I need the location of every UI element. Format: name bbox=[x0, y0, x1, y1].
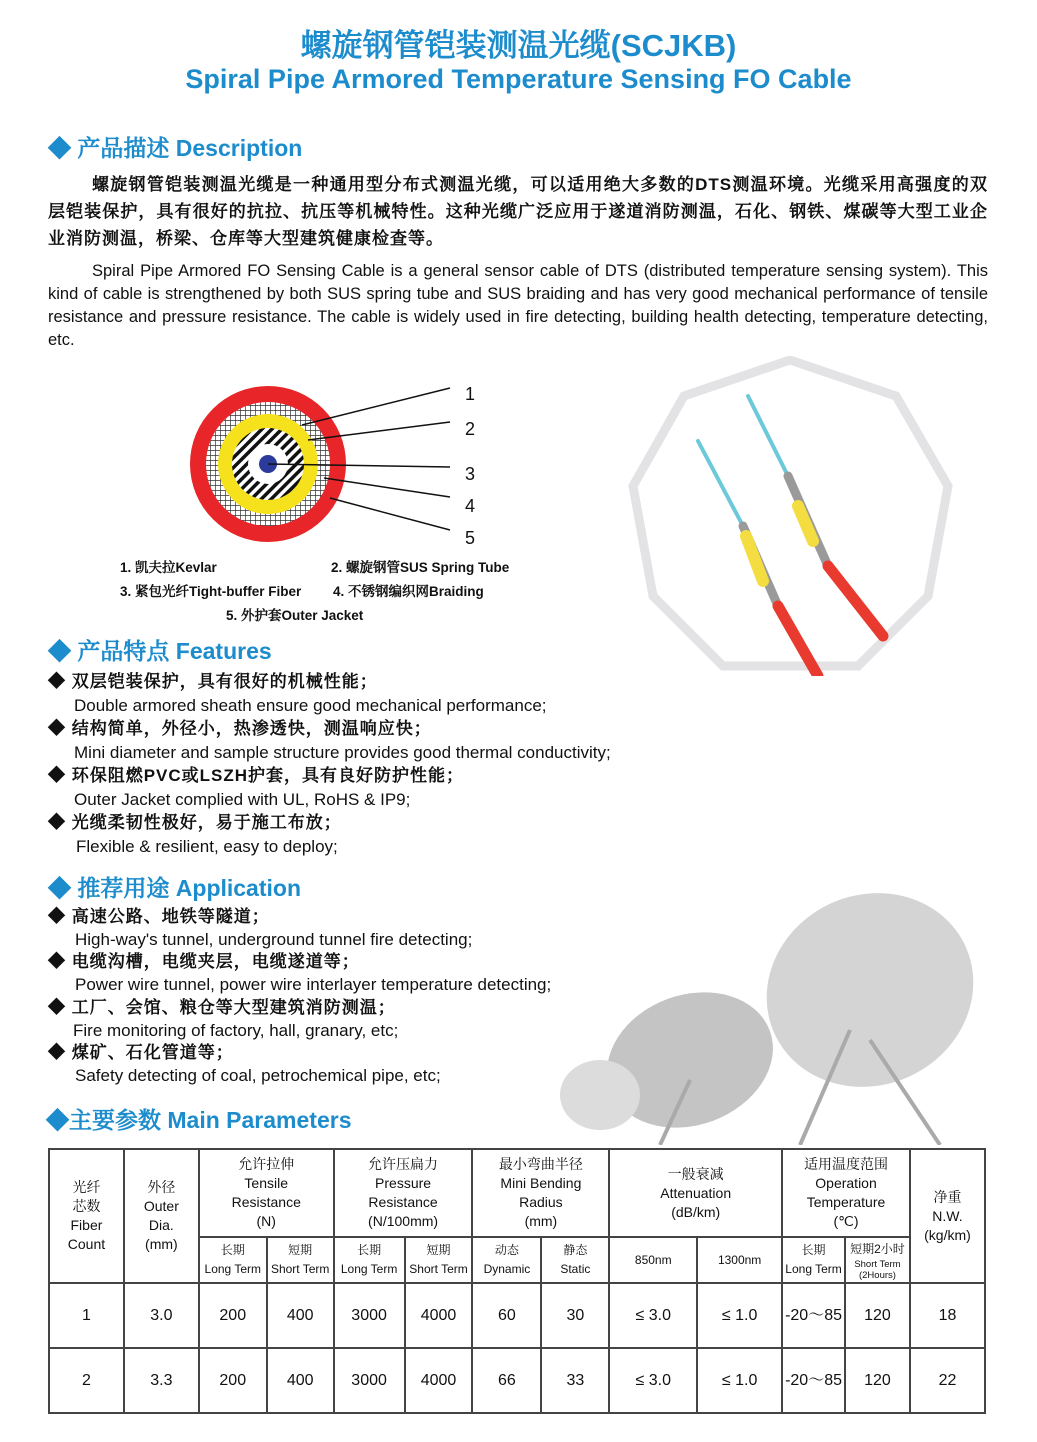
table-row bbox=[49, 1348, 985, 1413]
feature-cn: ◆ 光缆柔韧性极好，易于施工布放； bbox=[48, 813, 342, 832]
table-cell: 18 bbox=[910, 1283, 985, 1348]
table-cell: 66 bbox=[472, 1348, 541, 1413]
application-en: Safety detecting of coal, petrochemical pipe, etc; bbox=[75, 1065, 441, 1085]
table-cell: 400 bbox=[267, 1283, 334, 1348]
table-cell: 200 bbox=[199, 1348, 267, 1413]
subheader-short-term: 短期 Short Term bbox=[405, 1237, 473, 1283]
table-cell: 120 bbox=[845, 1348, 910, 1413]
legend-outer-jacket: 5. 外护套Outer Jacket bbox=[226, 608, 364, 623]
application-heading: ◆ 推荐用途 Application bbox=[48, 875, 301, 901]
description-cn: 螺旋钢管铠装测温光缆是一种通用型分布式测温光缆，可以适用绝大多数的DTS测温环境。光缆采用高强度的双层铠装保护，具有很好的抗拉、抗压等机械特性。这种光缆广泛应用于遂道消防测温，石化、钢铁、煤碳等大型工业企业消防测温，桥梁、仓库等大型建筑健康检查等。 bbox=[48, 175, 988, 248]
application-list bbox=[48, 906, 551, 1088]
subheader-long-term: 长期 Long Term bbox=[782, 1237, 845, 1283]
subheader-long-term: 长期 Long Term bbox=[334, 1237, 405, 1283]
parameters-heading: ◆主要参数 Main Parameters bbox=[46, 1107, 352, 1133]
features-heading: ◆ 产品特点 Features bbox=[48, 638, 272, 664]
diagram-number: 2 bbox=[465, 419, 476, 439]
application-cn: ◆ 高速公路、地铁等隧道； bbox=[48, 907, 270, 926]
feature-cn: ◆ 双层铠装保护，具有很好的机械性能； bbox=[48, 672, 378, 691]
table-cell: 1 bbox=[49, 1283, 124, 1348]
table-cell: 3.0 bbox=[124, 1283, 199, 1348]
application-en: High-way's tunnel, underground tunnel fire detecting; bbox=[75, 929, 473, 949]
header-tensile: 允许拉伸 Tensile Resistance (N) bbox=[199, 1149, 334, 1237]
table-cell: 3.3 bbox=[124, 1348, 199, 1413]
header-pressure: 允许压扁力 Pressure Resistance (N/100mm) bbox=[334, 1149, 473, 1237]
description-en: Spiral Pipe Armored FO Sensing Cable is a general sensor cable of DTS (distributed temperature sensing system). This kind of cable is strengthened by both SUS spring tube and SUS braiding and has very good mechanical performance of tensile resistance and pressure resistance. The cable is widely used in fire detecting, building health detecting, temperature detecting, etc. bbox=[48, 262, 988, 349]
table-cell: 120 bbox=[845, 1283, 910, 1348]
feature-en: Double armored sheath ensure good mechanical performance; bbox=[74, 695, 547, 715]
header-attenuation: 一般衰减 Attenuation (dB/km) bbox=[609, 1149, 782, 1237]
feature-en: Mini diameter and sample structure provides good thermal conductivity; bbox=[74, 742, 611, 762]
subheader-static: 静态 Static bbox=[541, 1237, 609, 1283]
title-cn: 螺旋钢管铠装测温光缆(SCJKB) bbox=[300, 28, 737, 63]
table-cell: 2 bbox=[49, 1348, 124, 1413]
application-cn: ◆ 电缆沟槽，电缆夹层，电缆遂道等； bbox=[48, 952, 360, 972]
header-fiber-count: 光纤 芯数 Fiber Count bbox=[49, 1149, 124, 1283]
table-row bbox=[49, 1283, 985, 1348]
table-cell: 400 bbox=[267, 1348, 334, 1413]
application-cn: ◆ 工厂、会馆、粮仓等大型建筑消防测温； bbox=[48, 997, 396, 1017]
table-cell: 4000 bbox=[405, 1348, 473, 1413]
header-bending: 最小弯曲半径 Mini Bending Radius (mm) bbox=[472, 1149, 609, 1237]
table-cell: 200 bbox=[199, 1283, 267, 1348]
diagram-number-list bbox=[465, 376, 475, 556]
legend-spring-tube: 2. 螺旋钢管SUS Spring Tube bbox=[331, 560, 510, 575]
table-cell: -20～85 bbox=[782, 1348, 845, 1413]
feature-en: Outer Jacket complied with UL, RoHS & IP9; bbox=[74, 789, 411, 809]
table-cell: ≤ 1.0 bbox=[697, 1283, 782, 1348]
subheader-850nm: 850nm bbox=[609, 1237, 697, 1283]
table-cell: ≤ 3.0 bbox=[609, 1283, 697, 1348]
subheader-short-term-2h: 短期2小时 Short Term (2Hours) bbox=[845, 1237, 910, 1283]
subheader-dynamic: 动态 Dynamic bbox=[472, 1237, 541, 1283]
table-cell: 33 bbox=[541, 1348, 609, 1413]
diagram-number: 1 bbox=[465, 384, 476, 404]
table-cell: 22 bbox=[910, 1348, 985, 1413]
table-cell: 60 bbox=[472, 1283, 541, 1348]
features-list bbox=[48, 670, 611, 858]
parameters-table bbox=[48, 1148, 986, 1414]
legend-tight-buffer: 3. 紧包光纤Tight-buffer Fiber bbox=[120, 584, 302, 599]
title-en: Spiral Pipe Armored Temperature Sensing FO Cable bbox=[185, 64, 852, 94]
subheader-1300nm: 1300nm bbox=[697, 1237, 782, 1283]
diagram-number: 5 bbox=[465, 528, 476, 548]
subheader-short-term: 短期 Short Term bbox=[267, 1237, 334, 1283]
feature-cn: ◆ 环保阻燃PVC或LSZH护套，具有良好防护性能； bbox=[48, 766, 465, 785]
cable-product-photo bbox=[628, 356, 953, 676]
feature-cn: ◆ 结构简单，外径小，热渗透快，测温响应快； bbox=[48, 719, 432, 738]
legend-braiding: 4. 不锈钢编织网Braiding bbox=[333, 584, 484, 599]
subheader-long-term: 长期 Long Term bbox=[199, 1237, 267, 1283]
table-cell: 3000 bbox=[334, 1283, 405, 1348]
diagram-number: 3 bbox=[465, 464, 476, 484]
header-net-weight: 净重 N.W. (kg/km) bbox=[910, 1149, 985, 1283]
cable-cross-section-diagram bbox=[180, 370, 500, 560]
table-cell: 3000 bbox=[334, 1348, 405, 1413]
application-cn: ◆ 煤矿、石化管道等； bbox=[48, 1043, 234, 1063]
header-temperature: 适用温度范围 Operation Temperature (℃) bbox=[782, 1149, 910, 1237]
table-cell: 30 bbox=[541, 1283, 609, 1348]
application-en: Power wire tunnel, power wire interlayer temperature detecting; bbox=[75, 975, 552, 995]
table-cell: ≤ 3.0 bbox=[609, 1348, 697, 1413]
table-cell: -20～85 bbox=[782, 1283, 845, 1348]
feature-en: Flexible & resilient, easy to deploy; bbox=[76, 836, 338, 856]
legend-kevlar: 1. 凯夫拉Kevlar bbox=[120, 560, 217, 575]
table-cell: 4000 bbox=[405, 1283, 473, 1348]
diagram-number: 4 bbox=[465, 496, 476, 516]
satellite-dish-background-image bbox=[540, 880, 990, 1145]
application-en: Fire monitoring of factory, hall, granary, etc; bbox=[73, 1020, 399, 1040]
table-cell: ≤ 1.0 bbox=[697, 1348, 782, 1413]
description-heading: ◆ 产品描述 Description bbox=[48, 135, 303, 161]
header-outer-dia: 外径 Outer Dia. (mm) bbox=[124, 1149, 199, 1283]
